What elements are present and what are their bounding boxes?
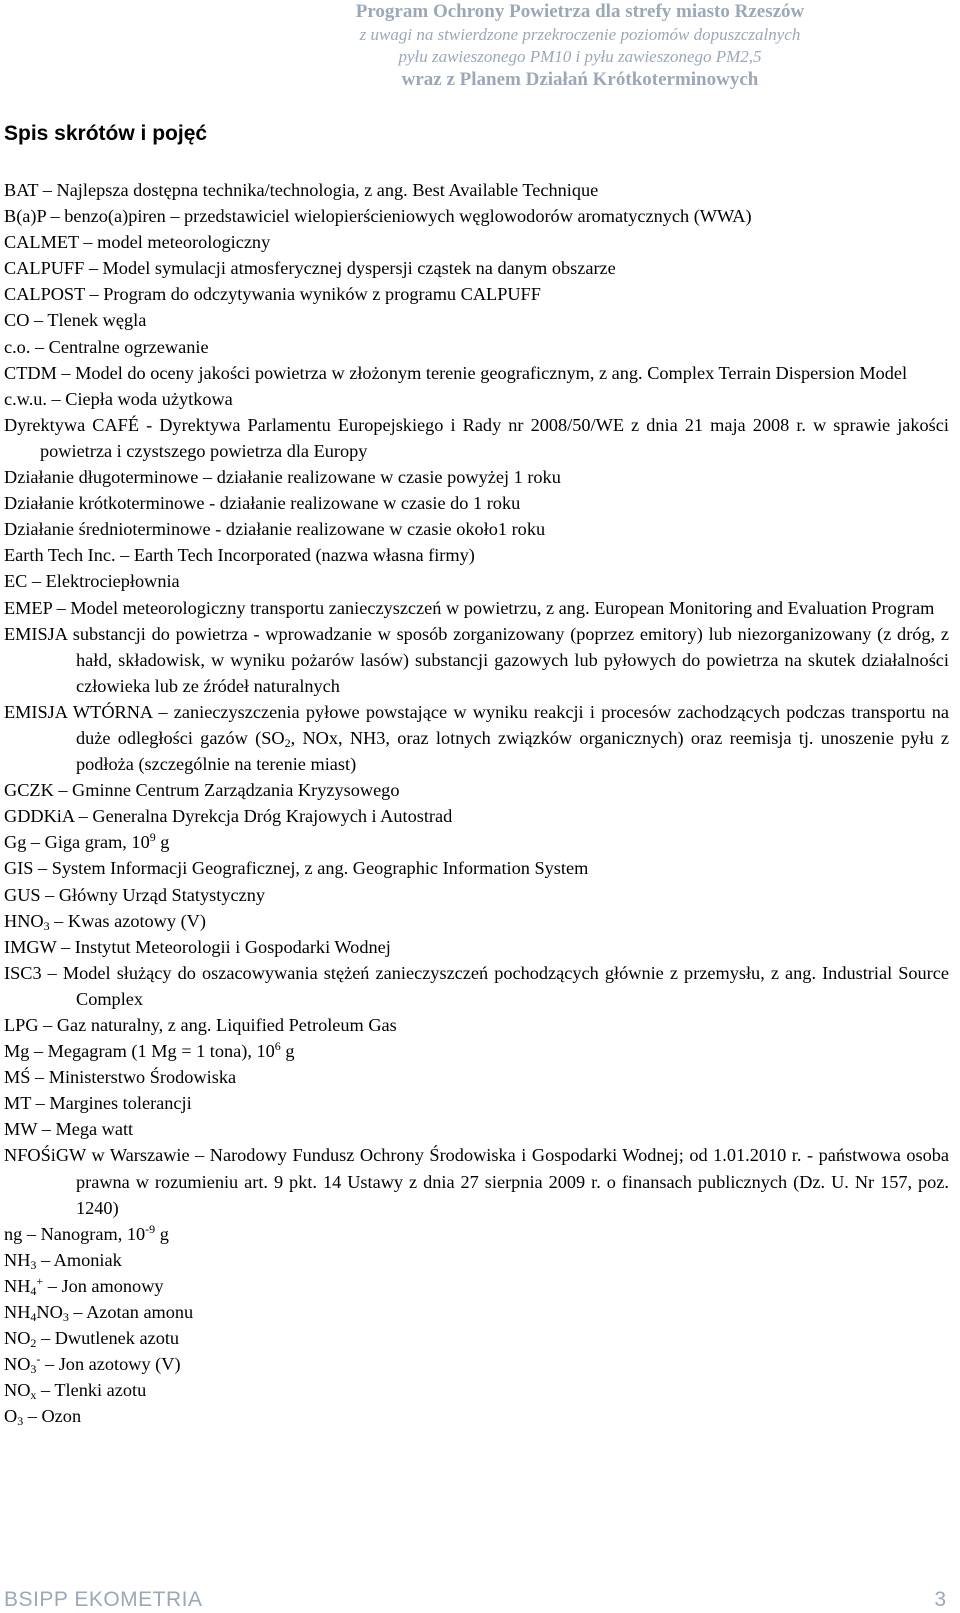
entry-no2 bbox=[4, 1325, 949, 1351]
entry-gus: GUS – Główny Urząd Statystyczny bbox=[4, 884, 265, 905]
nh4-text-a: NH bbox=[4, 1275, 31, 1296]
gg-text-b: g bbox=[155, 832, 170, 853]
o3-text-b: – Ozon bbox=[23, 1406, 82, 1427]
nh3-text-a: NH bbox=[4, 1249, 31, 1270]
entry-co-heating: c.o. – Centralne ogrzewanie bbox=[4, 336, 209, 357]
emisja-wtorna-text-b: , NOx, NH3, oraz lotnych związków organicznych) oraz reemisja tj. unoszenie pyłu z podłoża (szczególnie na terenie miast) bbox=[76, 727, 949, 775]
entry-gczk: GCZK – Gminne Centrum Zarządzania Kryzysowego bbox=[4, 780, 400, 801]
header-line-3: pyłu zawieszonego PM10 i pyłu zawieszonego PM2,5 bbox=[398, 47, 762, 66]
nh4no3-text-a: NH bbox=[4, 1302, 31, 1323]
nh4-text-b: – Jon amonowy bbox=[43, 1275, 164, 1296]
entry-krotko: Działanie krótkoterminowe - działanie realizowane w czasie do 1 roku bbox=[4, 493, 521, 514]
entry-ms: MŚ – Ministerstwo Środowiska bbox=[4, 1067, 237, 1088]
entry-nfosigw: NFOŚiGW w Warszawie – Narodowy Fundusz Ochrony Środowiska i Gospodarki Wodnej; od 1.01.2010 r. - państwowa osoba prawna w rozumieniu art. 9 pkt. 14 Ustawy z dnia 27 sierpnia 2009 r. o finansach publicznych (Dz. U. Nr 157, poz. 1240) bbox=[4, 1145, 949, 1218]
nh3-sub: 3 bbox=[30, 1257, 37, 1272]
no2-text-a: NO bbox=[4, 1328, 31, 1349]
no3-text-a: NO bbox=[4, 1354, 31, 1375]
nh4no3-sub-1: 4 bbox=[30, 1310, 37, 1325]
nh4no3-text-c: – Azotan amonu bbox=[68, 1302, 194, 1323]
running-header bbox=[200, 0, 960, 92]
abbreviation-list bbox=[4, 177, 949, 1430]
entry-gddkia: GDDKiA – Generalna Dyrekcja Dróg Krajowych i Autostrad bbox=[4, 806, 453, 827]
mg-text-a: Mg – Megagram (1 Mg = 1 tona), 10 bbox=[4, 1041, 275, 1062]
header-line-4: wraz z Planem Działań Krótkoterminowych bbox=[401, 69, 759, 90]
entry-gis: GIS – System Informacji Geograficznej, z ang. Geographic Information System bbox=[4, 858, 589, 879]
entry-ec: EC – Elektrociepłownia bbox=[4, 571, 180, 592]
entry-mg bbox=[4, 1038, 949, 1064]
nh4no3-sub-2: 3 bbox=[62, 1310, 69, 1325]
entry-earth-tech: Earth Tech Inc. – Earth Tech Incorporated (nazwa własna firmy) bbox=[4, 545, 475, 566]
header-line-2: z uwagi na stwierdzone przekroczenie poziomów dopuszczalnych bbox=[359, 25, 801, 44]
entry-calpost: CALPOST – Program do odczytywania wyników z programu CALPUFF bbox=[4, 284, 541, 305]
entry-no3 bbox=[4, 1351, 949, 1377]
mg-text-b: g bbox=[280, 1041, 295, 1062]
no3-sub: 3 bbox=[30, 1362, 37, 1377]
entry-srednio: Działanie średnioterminowe - działanie realizowane w czasie około1 roku bbox=[4, 519, 546, 540]
ng-text-b: g bbox=[155, 1223, 169, 1244]
no3-sup: - bbox=[36, 1352, 41, 1367]
entry-lpg: LPG – Gaz naturalny, z ang. Liquified Petroleum Gas bbox=[4, 1015, 397, 1035]
ng-sup: -9 bbox=[145, 1221, 156, 1236]
hno3-text-b: – Kwas azotowy (V) bbox=[49, 910, 206, 931]
entry-ctdm: CTDM – Model do oceny jakości powietrza w złożonym terenie geograficznym, z ang. Complex Terrain Dispersion Model bbox=[4, 362, 908, 383]
nox-text-a: NO bbox=[4, 1380, 31, 1401]
footer-brand: BSIPP EKOMETRIA bbox=[4, 1588, 203, 1611]
entry-calmet: CALMET – model meteorologiczny bbox=[4, 232, 271, 253]
gg-sup: 9 bbox=[149, 830, 156, 845]
emisja-wtorna-sub: 2 bbox=[284, 735, 291, 750]
nh4-sup: + bbox=[36, 1273, 44, 1288]
entry-co: CO – Tlenek węgla bbox=[4, 310, 147, 331]
page-number: 3 bbox=[934, 1588, 946, 1611]
entry-cwu: c.w.u. – Ciepła woda użytkowa bbox=[4, 388, 233, 409]
hno3-text-a: HNO bbox=[4, 910, 44, 931]
entry-nh3 bbox=[4, 1247, 949, 1273]
page-title: Spis skrótów i pojęć bbox=[4, 122, 208, 145]
mg-sup: 6 bbox=[274, 1039, 281, 1054]
entry-emep: EMEP – Model meteorologiczny transportu zanieczyszczeń w powietrzu, z ang. European Monitoring and Evaluation Program bbox=[4, 597, 935, 618]
entry-nh4no3 bbox=[4, 1299, 949, 1325]
entry-nh4 bbox=[4, 1273, 949, 1299]
entry-gg bbox=[4, 829, 949, 855]
hno3-sub: 3 bbox=[43, 918, 50, 933]
entry-imgw: IMGW – Instytut Meteorologii i Gospodarki Wodnej bbox=[4, 936, 391, 957]
no2-sub: 2 bbox=[30, 1336, 37, 1351]
entry-nox bbox=[4, 1377, 949, 1403]
entry-hno3 bbox=[4, 908, 949, 934]
o3-text-a: O bbox=[4, 1406, 18, 1427]
entry-dlugo: Działanie długoterminowe – działanie realizowane w czasie powyżej 1 roku bbox=[4, 467, 561, 488]
entry-emisja: EMISJA substancji do powietrza - wprowadzanie w sposób zorganizowany (poprzez emitory) lub niezorganizowany (z dróg, z hałd, składowisk, w wyniku pożarów lasów) substancji gazowych lub pyłowych do powietrza na skutek działalności człowieka lub ze źródeł naturalnych bbox=[4, 623, 949, 696]
entry-calpuff: CALPUFF – Model symulacji atmosferycznej dyspersji cząstek na danym obszarze bbox=[4, 258, 616, 279]
nh4no3-text-b: NO bbox=[36, 1302, 63, 1323]
header-line-1: Program Ochrony Powietrza dla strefy miasto Rzeszów bbox=[355, 1, 805, 22]
entry-cafe: Dyrektywa CAFÉ - Dyrektywa Parlamentu Europejskiego i Rady nr 2008/50/WE z dnia 21 maja 2008 r. w sprawie jakości powietrza i czystszego powietrza dla Europy bbox=[4, 414, 949, 461]
no2-text-b: – Dwutlenek azotu bbox=[36, 1328, 180, 1349]
o3-sub: 3 bbox=[17, 1414, 24, 1429]
entry-bap: B(a)P – benzo(a)piren – przedstawiciel wielopierścieniowych węglowodorów aromatycznych (WWA) bbox=[4, 206, 752, 227]
no3-text-b: – Jon azotowy (V) bbox=[40, 1354, 181, 1375]
gg-text-a: Gg – Giga gram, 10 bbox=[4, 832, 150, 853]
entry-bat: BAT – Najlepsza dostępna technika/technologia, z ang. Best Available Technique bbox=[4, 180, 599, 200]
nh4-sub: 4 bbox=[30, 1283, 37, 1298]
emisja-wtorna-text-a: EMISJA WTÓRNA – zanieczyszczenia pyłowe powstające w wyniku reakcji i procesów zachodzących podczas transportu na duże odległości gazów (SO bbox=[4, 701, 949, 748]
entry-mt: MT – Margines tolerancji bbox=[4, 1093, 192, 1114]
nox-text-b: – Tlenki azotu bbox=[36, 1380, 147, 1401]
entry-o3 bbox=[4, 1403, 949, 1429]
ng-text-a: ng – Nanogram, 10 bbox=[4, 1223, 146, 1244]
entry-emisja-wtorna bbox=[4, 699, 949, 777]
entry-isc3: ISC3 – Model służący do oszacowywania stężeń zanieczyszczeń pochodzących głównie z przemysłu, z ang. Industrial Source Complex bbox=[4, 962, 949, 1009]
entry-ng bbox=[4, 1221, 949, 1247]
nh3-text-b: – Amoniak bbox=[36, 1249, 122, 1270]
entry-mw: MW – Mega watt bbox=[4, 1119, 134, 1140]
nox-sub: x bbox=[30, 1388, 37, 1403]
